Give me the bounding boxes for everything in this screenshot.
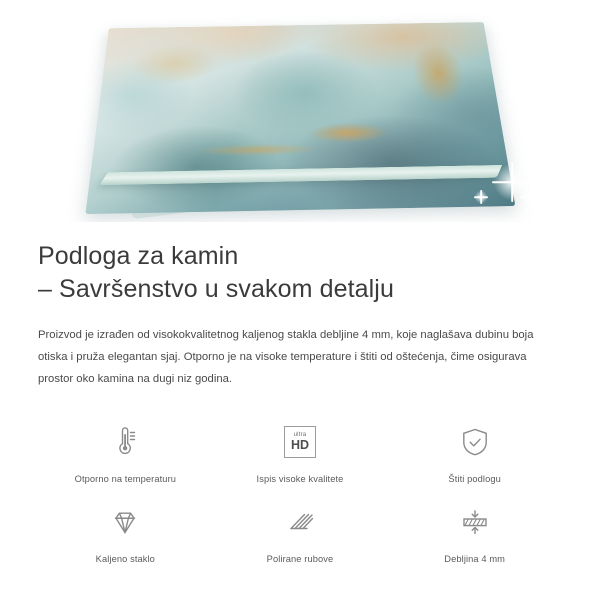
page-title [38,240,562,306]
shield-check-icon [455,420,495,464]
feature-grid [38,414,562,564]
thickness-arrows-icon [453,500,497,544]
content-block [0,240,600,564]
feature-label: Ispis visoke kvalitete [256,474,344,484]
badge-top-text: ultra [293,432,307,439]
feature-item-tempered-glass [38,494,213,564]
diamond-icon [105,500,145,544]
sparkle-icon [520,186,542,208]
thermometer-icon [105,420,145,464]
feature-label: Debljina 4 mm [444,554,506,564]
feature-item-surface-protection [387,414,562,484]
feature-item-polished-edges [213,494,388,564]
feature-label: Otporno na temperaturu [74,474,177,484]
feature-label: Štiti podlogu [448,474,501,484]
feature-item-temperature [38,414,213,484]
title-line-1: Podloga za kamin [38,242,239,270]
polished-edges-icon [278,500,322,544]
feature-item-print-quality [213,414,388,484]
feature-label: Kaljeno staklo [95,554,155,564]
glass-sheen-overlay [85,22,515,214]
feature-item-thickness [387,494,562,564]
feature-label: Polirane rubove [266,554,334,564]
product-description: Proizvod je izrađen od visokokvalitetnog kaljenog stakla debljine 4 mm, koje naglašava dubinu boja otiska i pruža elegantan sjaj. Otporno je na visoke temperature i štiti od oštećenja, čime osigurava prostor oko kamina na dugi niz godina. [38,329,534,385]
title-line-2: – Savršenstvo u svakom detalju [38,275,394,303]
badge-main-text: HD [290,438,310,453]
hero-image [0,0,600,222]
ultra-hd-badge-icon [284,420,316,464]
glass-panel-surface [85,22,515,214]
